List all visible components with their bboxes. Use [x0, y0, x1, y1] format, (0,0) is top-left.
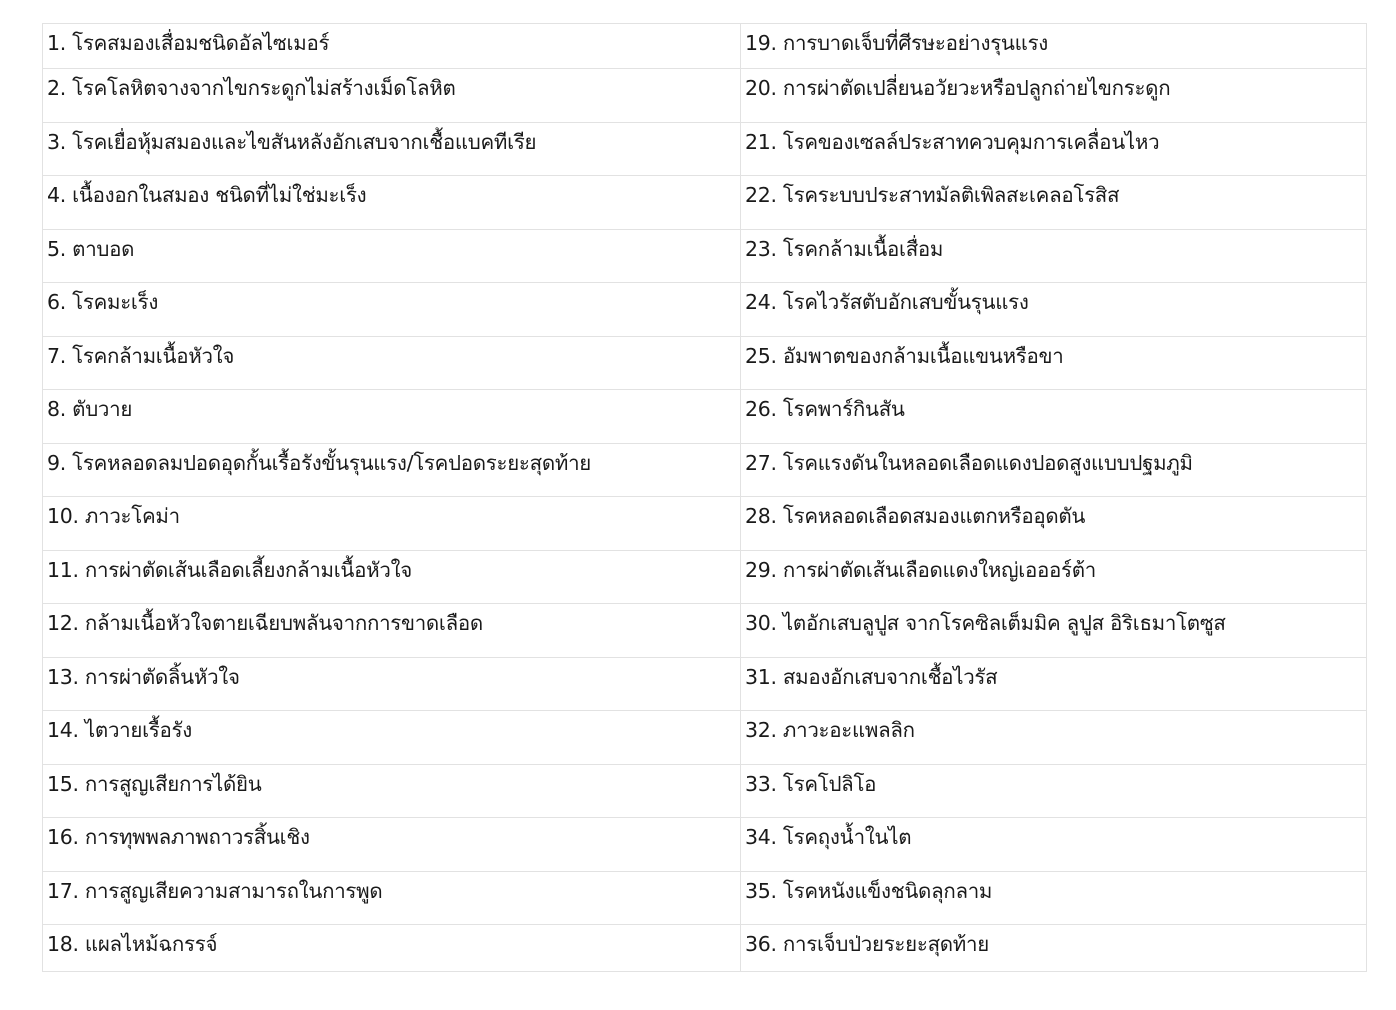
table-cell-left: 4. เนื้องอกในสมอง ชนิดที่ไม่ใช่มะเร็ง	[43, 176, 741, 230]
table-cell-left: 10. ภาวะโคม่า	[43, 497, 741, 551]
table-cell-left: 9. โรคหลอดลมปอดอุดกั้นเรื้อรังขั้นรุนแรง/โรคปอดระยะสุดท้าย	[43, 443, 741, 497]
table-cell-left: 17. การสูญเสียความสามารถในการพูด	[43, 871, 741, 925]
table-cell-left: 16. การทุพพลภาพถาวรสิ้นเชิง	[43, 818, 741, 872]
table-cell-right: 33. โรคโปลิโอ	[741, 764, 1367, 818]
table-row	[43, 229, 1367, 283]
table-cell-left: 14. ไตวายเรื้อรัง	[43, 711, 741, 765]
table-cell-right: 21. โรคของเซลล์ประสาทควบคุมการเคลื่อนไหว	[741, 122, 1367, 176]
table-cell-right: 29. การผ่าตัดเส้นเลือดแดงใหญ่เอออร์ต้า	[741, 550, 1367, 604]
table-row	[43, 925, 1367, 972]
table-row	[43, 604, 1367, 658]
table-cell-right: 34. โรคถุงน้ำในไต	[741, 818, 1367, 872]
table-cell-left: 3. โรคเยื่อหุ้มสมองและไขสันหลังอักเสบจากเชื้อแบคทีเรีย	[43, 122, 741, 176]
table-cell-left: 11. การผ่าตัดเส้นเลือดเลี้ยงกล้ามเนื้อหัวใจ	[43, 550, 741, 604]
table-row	[43, 818, 1367, 872]
table-row	[43, 497, 1367, 551]
table-cell-left: 2. โรคโลหิตจางจากไขกระดูกไม่สร้างเม็ดโลหิต	[43, 69, 741, 123]
table-cell-left: 7. โรคกล้ามเนื้อหัวใจ	[43, 336, 741, 390]
illness-table-body	[43, 24, 1367, 972]
table-row	[43, 176, 1367, 230]
table-cell-right: 32. ภาวะอะแพลลิก	[741, 711, 1367, 765]
table-cell-left: 12. กล้ามเนื้อหัวใจตายเฉียบพลันจากการขาดเลือด	[43, 604, 741, 658]
table-cell-right: 23. โรคกล้ามเนื้อเสื่อม	[741, 229, 1367, 283]
table-cell-left: 15. การสูญเสียการได้ยิน	[43, 764, 741, 818]
table-cell-right: 25. อัมพาตของกล้ามเนื้อแขนหรือขา	[741, 336, 1367, 390]
table-row	[43, 443, 1367, 497]
table-cell-right: 36. การเจ็บป่วยระยะสุดท้าย	[741, 925, 1367, 972]
table-cell-left: 1. โรคสมองเสื่อมชนิดอัลไซเมอร์	[43, 24, 741, 69]
table-row	[43, 657, 1367, 711]
table-cell-right: 24. โรคไวรัสตับอักเสบขั้นรุนแรง	[741, 283, 1367, 337]
table-cell-left: 13. การผ่าตัดลิ้นหัวใจ	[43, 657, 741, 711]
table-cell-right: 30. ไตอักเสบลูปูส จากโรคซิลเต็มมิค ลูปูส อิริเธมาโตซูส	[741, 604, 1367, 658]
table-row	[43, 336, 1367, 390]
table-row	[43, 764, 1367, 818]
illness-table	[42, 23, 1367, 972]
table-cell-right: 28. โรคหลอดเลือดสมองแตกหรืออุดตัน	[741, 497, 1367, 551]
table-cell-left: 5. ตาบอด	[43, 229, 741, 283]
table-row	[43, 550, 1367, 604]
table-cell-right: 26. โรคพาร์กินสัน	[741, 390, 1367, 444]
table-row	[43, 24, 1367, 69]
table-cell-right: 19. การบาดเจ็บที่ศีรษะอย่างรุนแรง	[741, 24, 1367, 69]
table-row	[43, 871, 1367, 925]
table-cell-left: 6. โรคมะเร็ง	[43, 283, 741, 337]
table-cell-right: 31. สมองอักเสบจากเชื้อไวรัส	[741, 657, 1367, 711]
table-row	[43, 283, 1367, 337]
table-row	[43, 390, 1367, 444]
table-cell-right: 35. โรคหนังแข็งชนิดลุกลาม	[741, 871, 1367, 925]
table-row	[43, 122, 1367, 176]
table-cell-left: 8. ตับวาย	[43, 390, 741, 444]
table-cell-left: 18. แผลไหม้ฉกรรจ์	[43, 925, 741, 972]
table-cell-right: 20. การผ่าตัดเปลี่ยนอวัยวะหรือปลูกถ่ายไขกระดูก	[741, 69, 1367, 123]
table-row	[43, 69, 1367, 123]
table-row	[43, 711, 1367, 765]
table-cell-right: 27. โรคแรงดันในหลอดเลือดแดงปอดสูงแบบปฐมภูมิ	[741, 443, 1367, 497]
table-cell-right: 22. โรคระบบประสาทมัลติเพิลสะเคลอโรสิส	[741, 176, 1367, 230]
